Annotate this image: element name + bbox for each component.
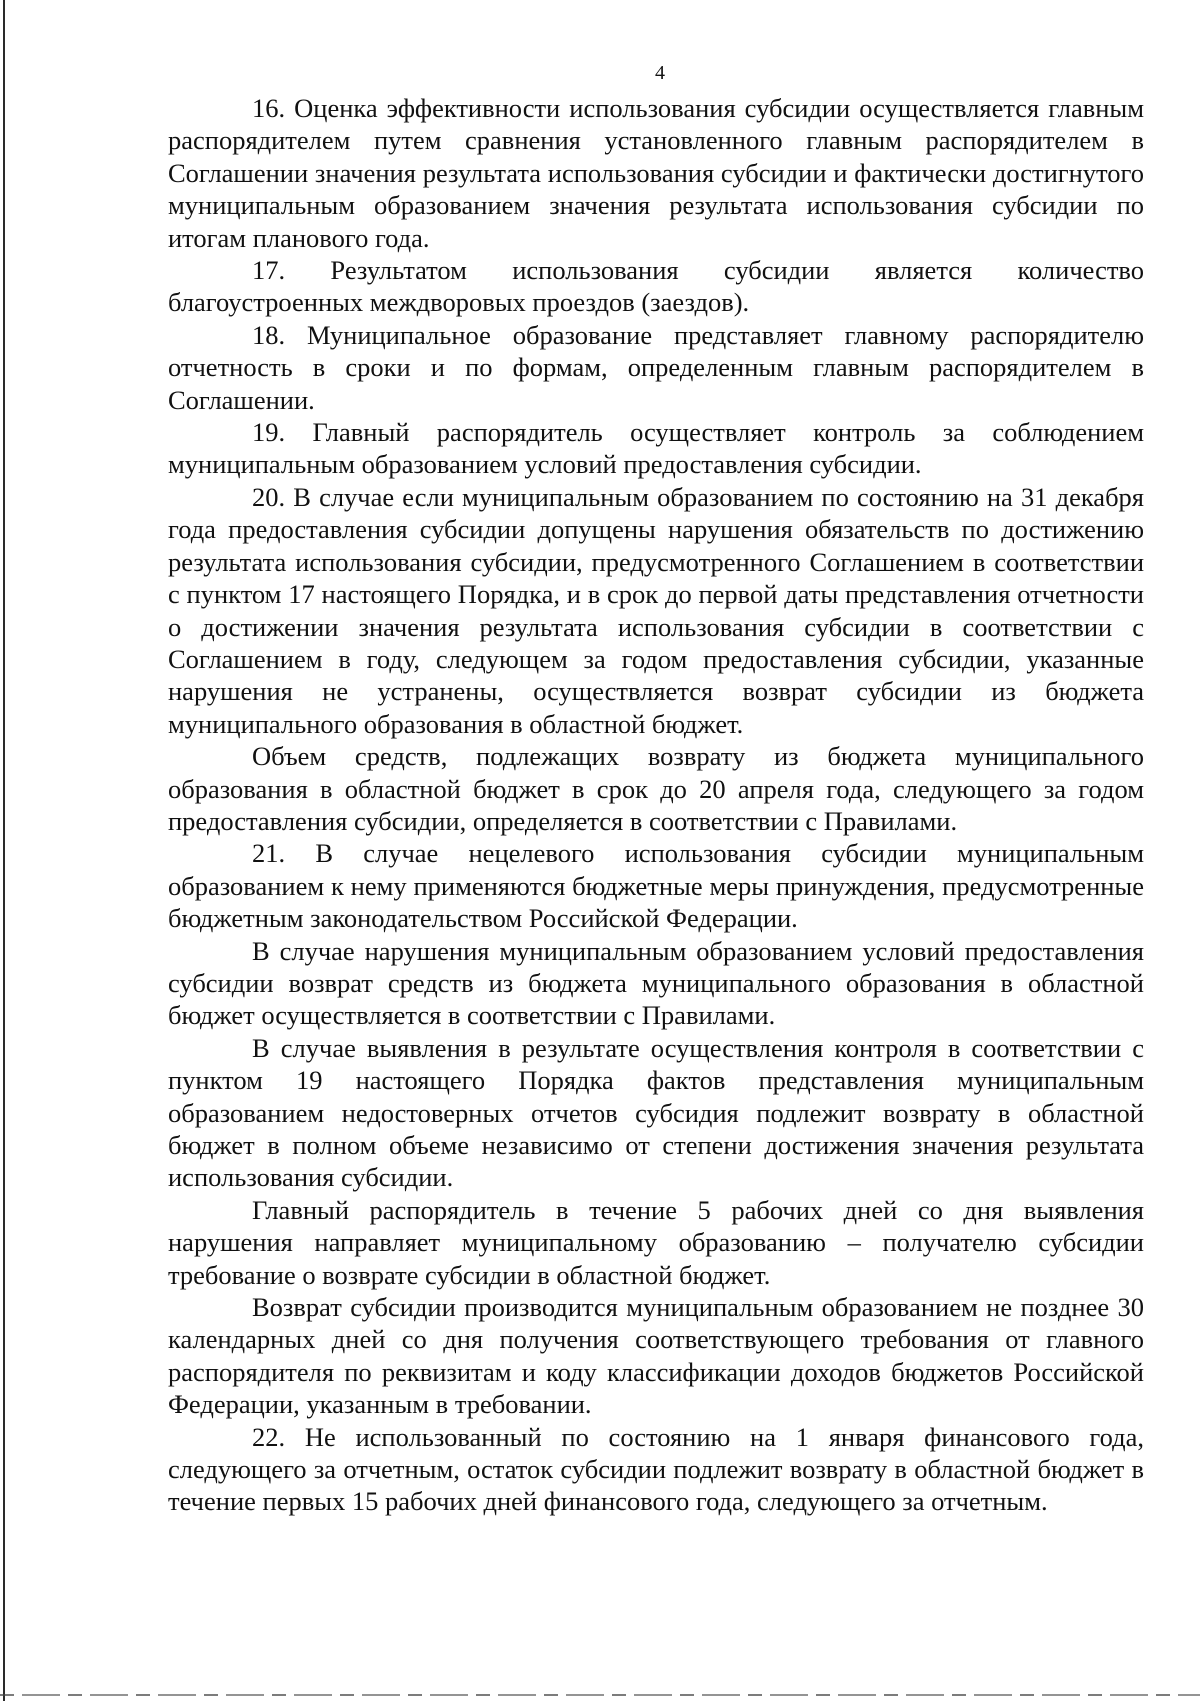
paragraph-16: 16. Оценка эффективности использования субсидии осуществляется главным распорядителем путем сравнения установленного главным распорядителем в Соглашении значения результата использования субсидии и фактически достигнутого муниципальным образованием значения результата использования субсидии по итогам планового года. — [168, 93, 1144, 253]
paragraph-21-return: Возврат субсидии производится муниципальным образованием не позднее 30 календарных дней со дня получения соответствующего требования от главного распорядителя по реквизитам и коду классификации доходов бюджетов Российской Федерации, указанным в требовании. — [168, 1292, 1144, 1420]
paragraph-18: 18. Муниципальное образование представляет главному распорядителю отчетность в сроки и по формам, определенным главным распорядителем в Соглашении. — [168, 319, 1144, 415]
paragraph-21: 21. В случае нецелевого использования субсидии муниципальным образованием к нему применяются бюджетные меры принуждения, предусмотренные бюджетным законодательством Российской Федерации. — [168, 838, 1144, 934]
paragraph-21-requirement: Главный распорядитель в течение 5 рабочих дней со дня выявления нарушения направляет муниципальному образованию – получателю субсидии требование о возврате субсидии в областной бюджет. — [168, 1194, 1144, 1290]
paragraph-17: 17. Результатом использования субсидии является количество благоустроенных междворовых проездов (заездов). — [168, 255, 1144, 318]
paragraph-20: 20. В случае если муниципальным образованием по состоянию на 31 декабря года предоставления субсидии допущены нарушения обязательств по достижению результата использования субсидии, предусмотренного Соглашением в соответствии с пунктом 17 настоящего Порядка, и в срок до первой даты представления отчетности о достижении значения результата использования субсидии в соответствии с Соглашением в году, следующем за годом предоставления субсидии, указанные нарушения не устранены, осуществляется возврат субсидии из бюджета муниципального образования в областной бюджет. — [168, 481, 1144, 739]
page-number: 4 — [655, 62, 665, 84]
paragraph-21-control: В случае выявления в результате осуществления контроля в соответствии с пунктом 19 настоящего Порядка фактов представления муниципальным образованием недостоверных отчетов субсидия подлежит возврату в областной бюджет в полном объеме независимо от степени достижения значения результата использования субсидии. — [168, 1032, 1144, 1193]
scan-left-edge — [3, 0, 5, 1701]
paragraph-19: 19. Главный распорядитель осуществляет контроль за соблюдением муниципальным образованием условий предоставления субсидии. — [168, 417, 1144, 480]
scan-bottom-edge — [0, 1694, 1200, 1696]
paragraph-21-violation: В случае нарушения муниципальным образованием условий предоставления субсидии возврат средств из бюджета муниципального образования в областной бюджет осуществляется в соответствии с Правилами. — [168, 935, 1144, 1031]
paragraph-22: 22. Не использованный по состоянию на 1 января финансового года, следующего за отчетным, остаток субсидии подлежит возврату в областной бюджет в течение первых 15 рабочих дней финансового года, следующего за отчетным. — [168, 1421, 1144, 1517]
paragraph-20-volume: Объем средств, подлежащих возврату из бюджета муниципального образования в областной бюджет в срок до 20 апреля года, следующего за годом предоставления субсидии, определяется в соответствии с Правилами. — [168, 741, 1144, 836]
document-body — [168, 92, 1144, 1518]
